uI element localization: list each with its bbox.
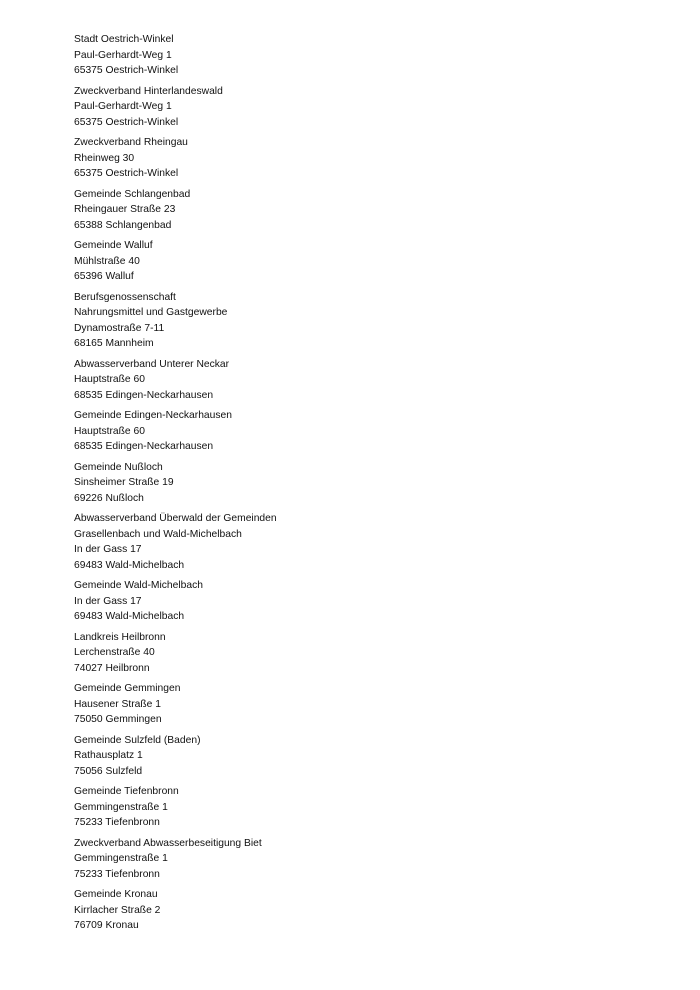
address-line: 69226 Nußloch	[74, 492, 144, 504]
address-line: In der Gass 17	[74, 595, 142, 607]
address-line: Paul-Gerhardt-Weg 1	[74, 101, 172, 112]
address-line: 65375 Oestrich-Winkel	[74, 116, 179, 128]
address-line: Gemeinde Gemmingen	[74, 683, 181, 694]
address-line: Gemeinde Nußloch	[74, 461, 163, 473]
address-line: Zweckverband Rheingau	[74, 137, 188, 148]
address-line: 75233 Tiefenbronn	[74, 817, 160, 828]
address-line: Paul-Gerhardt-Weg 1	[74, 49, 172, 61]
address-block	[74, 578, 674, 625]
address-line: 75050 Gemmingen	[74, 714, 162, 725]
address-block	[74, 681, 674, 728]
address-line: 68535 Edingen-Neckarhausen	[74, 389, 214, 401]
address-line: Lerchenstraße 40	[74, 647, 155, 658]
address-block	[74, 290, 674, 352]
address-line: Gemeinde Schlangenbad	[74, 188, 191, 200]
address-block	[74, 357, 674, 404]
address-block	[74, 733, 674, 780]
address-line: Berufsgenossenschaft	[74, 291, 176, 303]
address-line: Hauptstraße 60	[74, 374, 145, 385]
address-line: 69483 Wald-Michelbach	[74, 611, 185, 622]
address-line: Gemeinde Tiefenbronn	[74, 786, 179, 797]
address-line: 75056 Sulzfeld	[74, 765, 143, 777]
address-line: 65388 Schlangenbad	[74, 219, 172, 231]
address-block	[74, 84, 674, 131]
address-block	[74, 630, 674, 677]
address-line: Gemeinde Wald-Michelbach	[74, 580, 203, 591]
address-line: 75233 Tiefenbronn	[74, 868, 160, 880]
address-block	[74, 32, 674, 79]
address-line: Gemmingenstraße 1	[74, 853, 168, 864]
address-block	[74, 784, 674, 831]
address-line: Gemeinde Walluf	[74, 240, 153, 251]
address-line: 69483 Wald-Michelbach	[74, 559, 185, 571]
address-line: Rheingauer Straße 23	[74, 204, 176, 215]
address-line: Gemmingenstraße 1	[74, 801, 168, 813]
address-line: Hausener Straße 1	[74, 698, 161, 710]
address-block	[74, 460, 674, 507]
address-line: Zweckverband Hinterlandeswald	[74, 85, 223, 97]
address-line: Dynamostraße 7-11	[74, 322, 165, 334]
address-line: Rheinweg 30	[74, 152, 135, 164]
address-line: 65375 Oestrich-Winkel	[74, 168, 179, 179]
address-line: Abwasserverband Überwald der Gemeinden	[74, 513, 277, 524]
address-line: Stadt Oestrich-Winkel	[74, 34, 174, 45]
address-block	[74, 408, 674, 455]
address-block	[74, 187, 674, 234]
address-block	[74, 511, 674, 573]
address-line: Kirrlacher Straße 2	[74, 904, 161, 916]
address-line: Nahrungsmittel und Gastgewerbe	[74, 307, 228, 318]
address-line: 68165 Mannheim	[74, 338, 154, 349]
address-block	[74, 887, 674, 934]
address-line: Landkreis Heilbronn	[74, 631, 166, 643]
address-line: In der Gass 17	[74, 544, 142, 555]
address-block	[74, 836, 674, 883]
address-line: Hauptstraße 60	[74, 425, 145, 437]
address-line: Zweckverband Abwasserbeseitigung Biet	[74, 837, 262, 849]
address-line: Abwasserverband Unterer Neckar	[74, 358, 230, 370]
address-line: Mühlstraße 40	[74, 255, 140, 267]
address-line: 76709 Kronau	[74, 920, 139, 931]
address-block	[74, 135, 674, 182]
address-line: 68535 Edingen-Neckarhausen	[74, 441, 214, 452]
address-line: Grasellenbach und Wald-Michelbach	[74, 528, 242, 540]
address-block	[74, 238, 674, 285]
address-line: Gemeinde Edingen-Neckarhausen	[74, 410, 232, 421]
address-line: Sinsheimer Straße 19	[74, 477, 174, 488]
address-line: 65396 Walluf	[74, 271, 134, 282]
address-line: 65375 Oestrich-Winkel	[74, 65, 179, 76]
address-line: Gemeinde Sulzfeld (Baden)	[74, 734, 201, 746]
address-line: Gemeinde Kronau	[74, 889, 158, 900]
address-line: 74027 Heilbronn	[74, 662, 150, 674]
address-list	[74, 32, 674, 939]
address-line: Rathausplatz 1	[74, 750, 143, 761]
